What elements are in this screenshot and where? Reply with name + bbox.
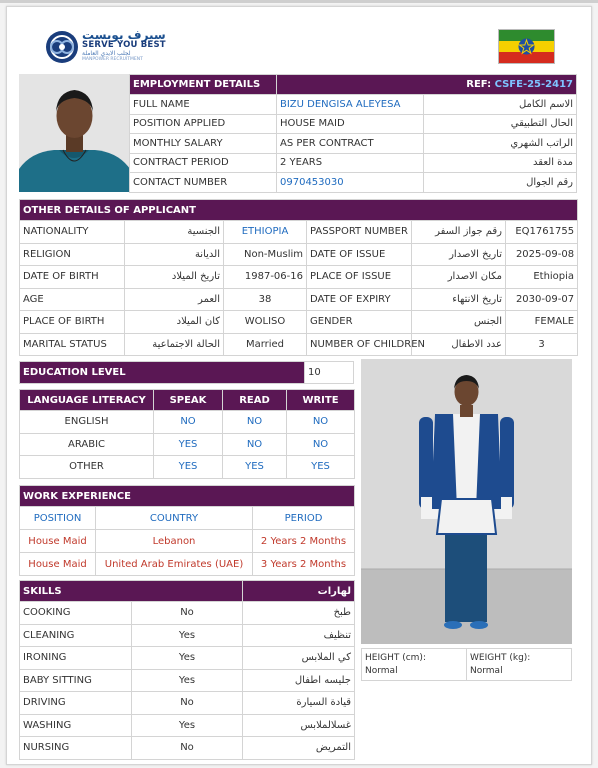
other-details-row <box>20 288 578 311</box>
language-row <box>20 433 355 456</box>
logo-emblem-icon <box>44 28 80 66</box>
nationality-value: ETHIOPIA <box>224 221 307 244</box>
skill-name-arabic: كي الملابس <box>243 647 355 670</box>
detail-label-arabic: مكان الاصدار <box>412 266 506 289</box>
write-value: NO <box>287 433 355 456</box>
religion-value: Non-Muslim <box>224 243 307 266</box>
skill-row <box>20 737 355 760</box>
marital-status-value: Married <box>224 333 307 356</box>
brand-english: SERVE YOU BEST <box>82 40 166 50</box>
language-name: OTHER <box>20 456 154 479</box>
detail-label: GENDER <box>307 311 412 334</box>
skill-value: Yes <box>132 624 243 647</box>
employment-details-table <box>129 74 577 193</box>
detail-label-arabic: تاريخ الميلاد <box>125 266 224 289</box>
weight-label: WEIGHT (kg): <box>470 653 531 663</box>
brand-logo <box>44 28 184 68</box>
skill-value: No <box>132 602 243 625</box>
detail-label: AGE <box>20 288 125 311</box>
detail-label-arabic: عدد الاطفال <box>412 333 506 356</box>
employment-row-label: POSITION APPLIED <box>130 114 277 134</box>
ethiopia-flag-icon <box>498 29 555 64</box>
skill-name-arabic: قيادة السيارة <box>243 692 355 715</box>
other-details-table <box>19 199 578 356</box>
language-row <box>20 411 355 434</box>
salary-value: AS PER CONTRACT <box>277 134 424 154</box>
detail-label-arabic: الجنس <box>412 311 506 334</box>
position-value: HOUSE MAID <box>277 114 424 134</box>
issue-place-value: Ethiopia <box>506 266 578 289</box>
weight-value: Normal <box>470 666 503 676</box>
other-details-row <box>20 221 578 244</box>
language-name: ENGLISH <box>20 411 154 434</box>
write-value: YES <box>287 456 355 479</box>
skills-section-title: SKILLS <box>20 581 243 602</box>
detail-label: PLACE OF ISSUE <box>307 266 412 289</box>
read-value: YES <box>223 456 287 479</box>
measurements-table <box>361 648 572 681</box>
skill-value: No <box>132 737 243 760</box>
skill-name-arabic: طبخ <box>243 602 355 625</box>
expiry-date-value: 2030-09-07 <box>506 288 578 311</box>
skill-name: NURSING <box>20 737 132 760</box>
education-label: EDUCATION LEVEL <box>20 362 305 384</box>
detail-label: DATE OF ISSUE <box>307 243 412 266</box>
detail-label-arabic: كان الميلاد <box>125 311 224 334</box>
speak-value: YES <box>154 433 223 456</box>
employment-section-title: EMPLOYMENT DETAILS <box>130 75 277 95</box>
gender-value: FEMALE <box>506 311 578 334</box>
work-period: 2 Years 2 Months <box>253 530 355 553</box>
period-header: PERIOD <box>253 507 355 530</box>
work-country: United Arab Emirates (UAE) <box>96 553 253 576</box>
detail-label: PASSPORT NUMBER <box>307 221 412 244</box>
other-details-row <box>20 333 578 356</box>
birth-date-value: 1987-06-16 <box>224 266 307 289</box>
detail-label-arabic: الحالة الاجتماعية <box>125 333 224 356</box>
employment-row-arabic: مدة العقد <box>424 153 577 173</box>
employment-row-arabic: الراتب الشهري <box>424 134 577 154</box>
skill-name-arabic: التمريض <box>243 737 355 760</box>
skill-name: COOKING <box>20 602 132 625</box>
ref-value: CSFE-25-2417 <box>494 79 573 90</box>
skills-table <box>19 580 355 760</box>
work-position: House Maid <box>20 530 96 553</box>
ref-label: REF: <box>466 79 492 90</box>
write-value: NO <box>287 411 355 434</box>
contract-period-value: 2 YEARS <box>277 153 424 173</box>
detail-label: DATE OF BIRTH <box>20 266 125 289</box>
read-header: READ <box>223 390 287 411</box>
write-header: WRITE <box>287 390 355 411</box>
children-count-value: 3 <box>506 333 578 356</box>
position-header: POSITION <box>20 507 96 530</box>
country-header: COUNTRY <box>96 507 253 530</box>
skill-row <box>20 692 355 715</box>
speak-value: YES <box>154 456 223 479</box>
detail-label: PLACE OF BIRTH <box>20 311 125 334</box>
detail-label: NUMBER OF CHILDREN <box>307 333 412 356</box>
other-details-row <box>20 311 578 334</box>
employment-row <box>130 95 577 115</box>
brand-arabic: سيرف يوبست <box>82 28 166 42</box>
skill-value: Yes <box>132 647 243 670</box>
contact-number-link[interactable]: 0970453030 <box>277 173 424 193</box>
skill-name: BABY SITTING <box>20 669 132 692</box>
detail-label: DATE OF EXPIRY <box>307 288 412 311</box>
language-name: ARABIC <box>20 433 154 456</box>
other-details-row <box>20 243 578 266</box>
brand-subtitle-arabic: لجلب الايدي العاملة <box>82 50 131 57</box>
detail-label: MARITAL STATUS <box>20 333 125 356</box>
applicant-portrait-photo <box>19 74 130 192</box>
skill-name: IRONING <box>20 647 132 670</box>
work-experience-table <box>19 485 355 576</box>
detail-label-arabic: تاريخ الانتهاء <box>412 288 506 311</box>
work-period: 3 Years 2 Months <box>253 553 355 576</box>
skill-row <box>20 714 355 737</box>
work-position: House Maid <box>20 553 96 576</box>
height-cell <box>362 649 467 681</box>
height-value: Normal <box>365 666 398 676</box>
weight-cell <box>467 649 572 681</box>
skill-value: Yes <box>132 714 243 737</box>
skill-name-arabic: غسلالملابس <box>243 714 355 737</box>
height-label: HEIGHT (cm): <box>365 653 426 663</box>
other-details-row <box>20 266 578 289</box>
detail-label-arabic: رقم جواز السفر <box>412 221 506 244</box>
work-country: Lebanon <box>96 530 253 553</box>
skill-name: WASHING <box>20 714 132 737</box>
employment-row <box>130 173 577 193</box>
detail-label-arabic: الديانة <box>125 243 224 266</box>
age-value: 38 <box>224 288 307 311</box>
detail-label-arabic: الجنسية <box>125 221 224 244</box>
speak-header: SPEAK <box>154 390 223 411</box>
employment-row-label: CONTACT NUMBER <box>130 173 277 193</box>
skill-row <box>20 602 355 625</box>
skill-name: CLEANING <box>20 624 132 647</box>
employment-row-arabic: الاسم الكامل <box>424 95 577 115</box>
employment-row-arabic: الحال التطبيقي <box>424 114 577 134</box>
education-table <box>19 361 354 384</box>
skills-section-title-arabic: لهارات <box>243 581 355 602</box>
speak-value: NO <box>154 411 223 434</box>
detail-label-arabic: تاريخ الاصدار <box>412 243 506 266</box>
detail-label: NATIONALITY <box>20 221 125 244</box>
skill-name-arabic: تنظيف <box>243 624 355 647</box>
language-row <box>20 456 355 479</box>
skill-name-arabic: جليسه اطفال <box>243 669 355 692</box>
other-details-section-title: OTHER DETAILS OF APPLICANT <box>20 200 578 221</box>
education-value: 10 <box>305 362 354 384</box>
language-header: LANGUAGE LITERACY <box>20 390 154 411</box>
full-name-value: BIZU DENGISA ALEYESA <box>277 95 424 115</box>
work-section-title: WORK EXPERIENCE <box>20 486 355 507</box>
detail-label: RELIGION <box>20 243 125 266</box>
skill-value: No <box>132 692 243 715</box>
employment-row <box>130 114 577 134</box>
applicant-full-body-photo <box>361 359 572 644</box>
skill-name: DRIVING <box>20 692 132 715</box>
employment-row <box>130 153 577 173</box>
employment-row-label: CONTRACT PERIOD <box>130 153 277 173</box>
passport-number-value: EQ1761755 <box>506 221 578 244</box>
language-table <box>19 389 355 479</box>
brand-subtitle-english: MANPOWER RECRUITMENT <box>82 57 143 62</box>
birth-place-value: WOLISO <box>224 311 307 334</box>
work-row <box>20 530 355 553</box>
detail-label-arabic: العمر <box>125 288 224 311</box>
skill-row <box>20 669 355 692</box>
read-value: NO <box>223 411 287 434</box>
skill-value: Yes <box>132 669 243 692</box>
employment-row-arabic: رقم الجوال <box>424 173 577 193</box>
employment-row <box>130 134 577 154</box>
issue-date-value: 2025-09-08 <box>506 243 578 266</box>
top-border <box>0 0 598 3</box>
reference-cell <box>277 75 577 95</box>
skill-row <box>20 624 355 647</box>
employment-row-label: FULL NAME <box>130 95 277 115</box>
work-row <box>20 553 355 576</box>
read-value: NO <box>223 433 287 456</box>
skill-row <box>20 647 355 670</box>
employment-row-label: MONTHLY SALARY <box>130 134 277 154</box>
